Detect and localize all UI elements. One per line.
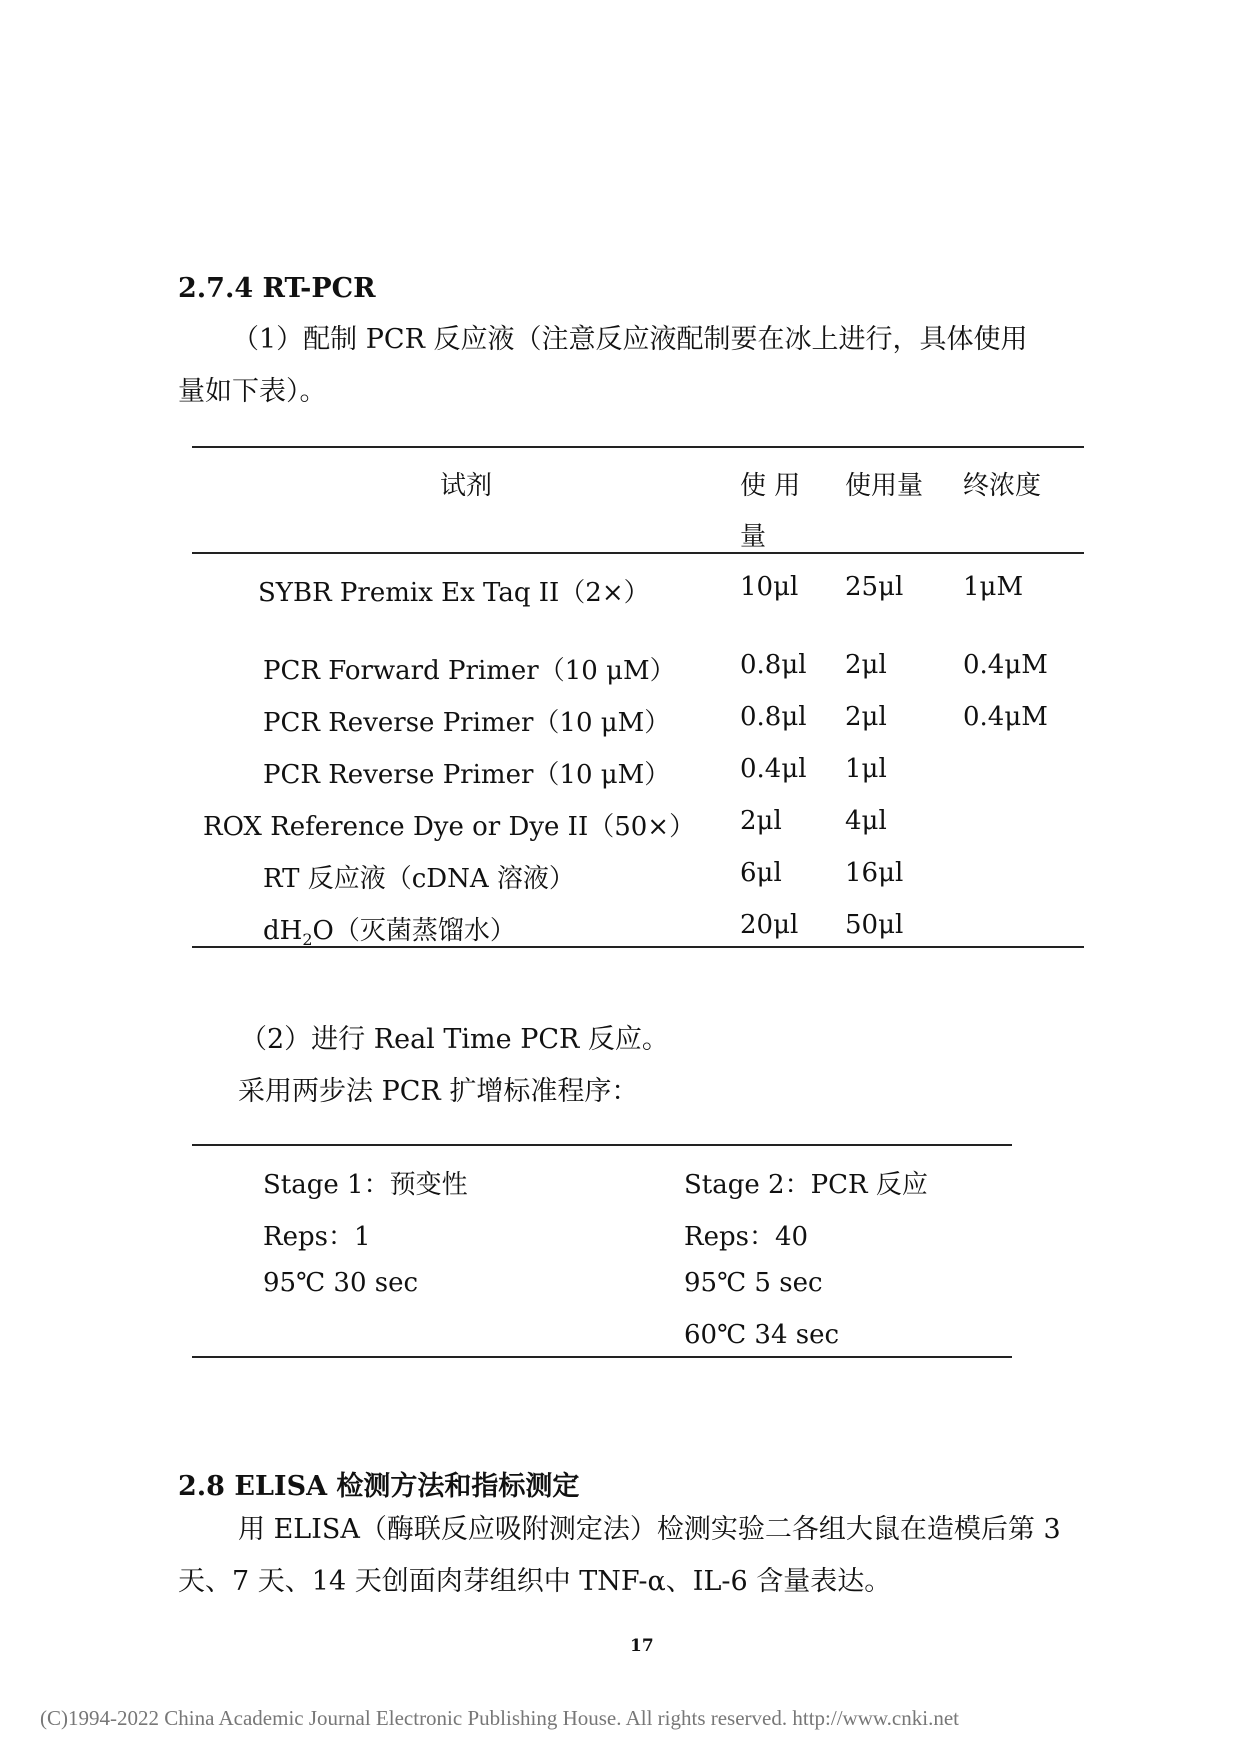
reagent-suffix: O（灭菌蒸馏水） [312, 916, 516, 946]
table-cell-usage-b: 4μl [845, 806, 887, 836]
table1-header-final-conc: 终浓度 [963, 471, 1042, 501]
table-row-reagent: RT 反应液（cDNA 溶液） [263, 864, 575, 894]
table-cell-usage-b: 2μl [845, 650, 887, 680]
table-row-reagent: SYBR Premix Ex Taq II（2×） [258, 578, 650, 608]
table-cell-final-conc: 0.4μM [963, 702, 1048, 732]
table-cell-final-conc: 1μM [963, 572, 1024, 602]
table-cell-usage-a: 2μl [740, 806, 782, 836]
table-cell-usage-a: 20μl [740, 910, 799, 940]
table-cell-usage-a: 10μl [740, 572, 799, 602]
table-row-reagent: ROX Reference Dye or Dye II（50×） [203, 812, 696, 842]
stage2-reps: Reps：40 [684, 1222, 809, 1252]
step2-line-2: 采用两步法 PCR 扩增标准程序： [238, 1076, 639, 1107]
table-row-reagent [263, 910, 516, 949]
table2-top-rule [192, 1144, 1012, 1146]
table2-bottom-rule [192, 1356, 1012, 1358]
table-row-reagent: PCR Reverse Primer（10 μM） [263, 708, 671, 738]
table-cell-usage-a: 6μl [740, 858, 782, 888]
table-cell-usage-b: 50μl [845, 910, 904, 940]
table1-header-reagent: 试剂 [440, 471, 493, 501]
table-cell-usage-b: 1μl [845, 754, 887, 784]
stage2-title: Stage 2：PCR 反应 [684, 1170, 928, 1200]
section-28-line-1: 用 ELISA（酶联反应吸附测定法）检测实验二各组大鼠在造模后第 3 [238, 1514, 1061, 1545]
table1-header-usage-a-line2: 量 [740, 522, 767, 552]
table-cell-usage-a: 0.8μl [740, 650, 807, 680]
table-row-reagent: PCR Forward Primer（10 μM） [263, 656, 676, 686]
page-number: 17 [630, 1636, 654, 1656]
table1-bottom-rule [192, 946, 1084, 948]
table-cell-final-conc: 0.4μM [963, 650, 1048, 680]
stage1-step1: 95℃ 30 sec [263, 1268, 419, 1298]
paragraph-1-line-2: 量如下表）。 [178, 376, 327, 407]
table1-header-usage-b: 使用量 [845, 471, 924, 501]
table-cell-usage-b: 2μl [845, 702, 887, 732]
reagent-subscript: 2 [302, 930, 313, 950]
section-28-line-2: 天、7 天、14 天创面肉芽组织中 TNF-α、IL-6 含量表达。 [178, 1566, 892, 1597]
table-cell-usage-a: 0.4μl [740, 754, 807, 784]
reagent-prefix: dH [263, 916, 303, 946]
table-cell-usage-a: 0.8μl [740, 702, 807, 732]
stage2-step1: 95℃ 5 sec [684, 1268, 823, 1298]
table1-top-rule [192, 446, 1084, 448]
table1-header-usage-a-line1: 使 用 [740, 471, 801, 501]
paragraph-1-line-1: （1）配制 PCR 反应液（注意反应液配制要在冰上进行，具体使用 [232, 324, 1028, 355]
section-heading-28: 2.8 ELISA 检测方法和指标测定 [178, 1471, 580, 1502]
stage1-title: Stage 1：预变性 [263, 1170, 468, 1200]
step2-line-1: （2）进行 Real Time PCR 反应。 [240, 1024, 669, 1055]
stage2-step2: 60℃ 34 sec [684, 1320, 840, 1350]
table-cell-usage-b: 25μl [845, 572, 904, 602]
stage1-reps: Reps：1 [263, 1222, 371, 1252]
table-cell-usage-b: 16μl [845, 858, 904, 888]
section-heading-274: 2.7.4 RT-PCR [178, 273, 376, 304]
copyright-footer: (C)1994-2022 China Academic Journal Electronic Publishing House. All rights reserved. http://www.cnki.net [40, 1706, 959, 1730]
table-row-reagent: PCR Reverse Primer（10 μM） [263, 760, 671, 790]
table1-header-rule [192, 552, 1084, 554]
